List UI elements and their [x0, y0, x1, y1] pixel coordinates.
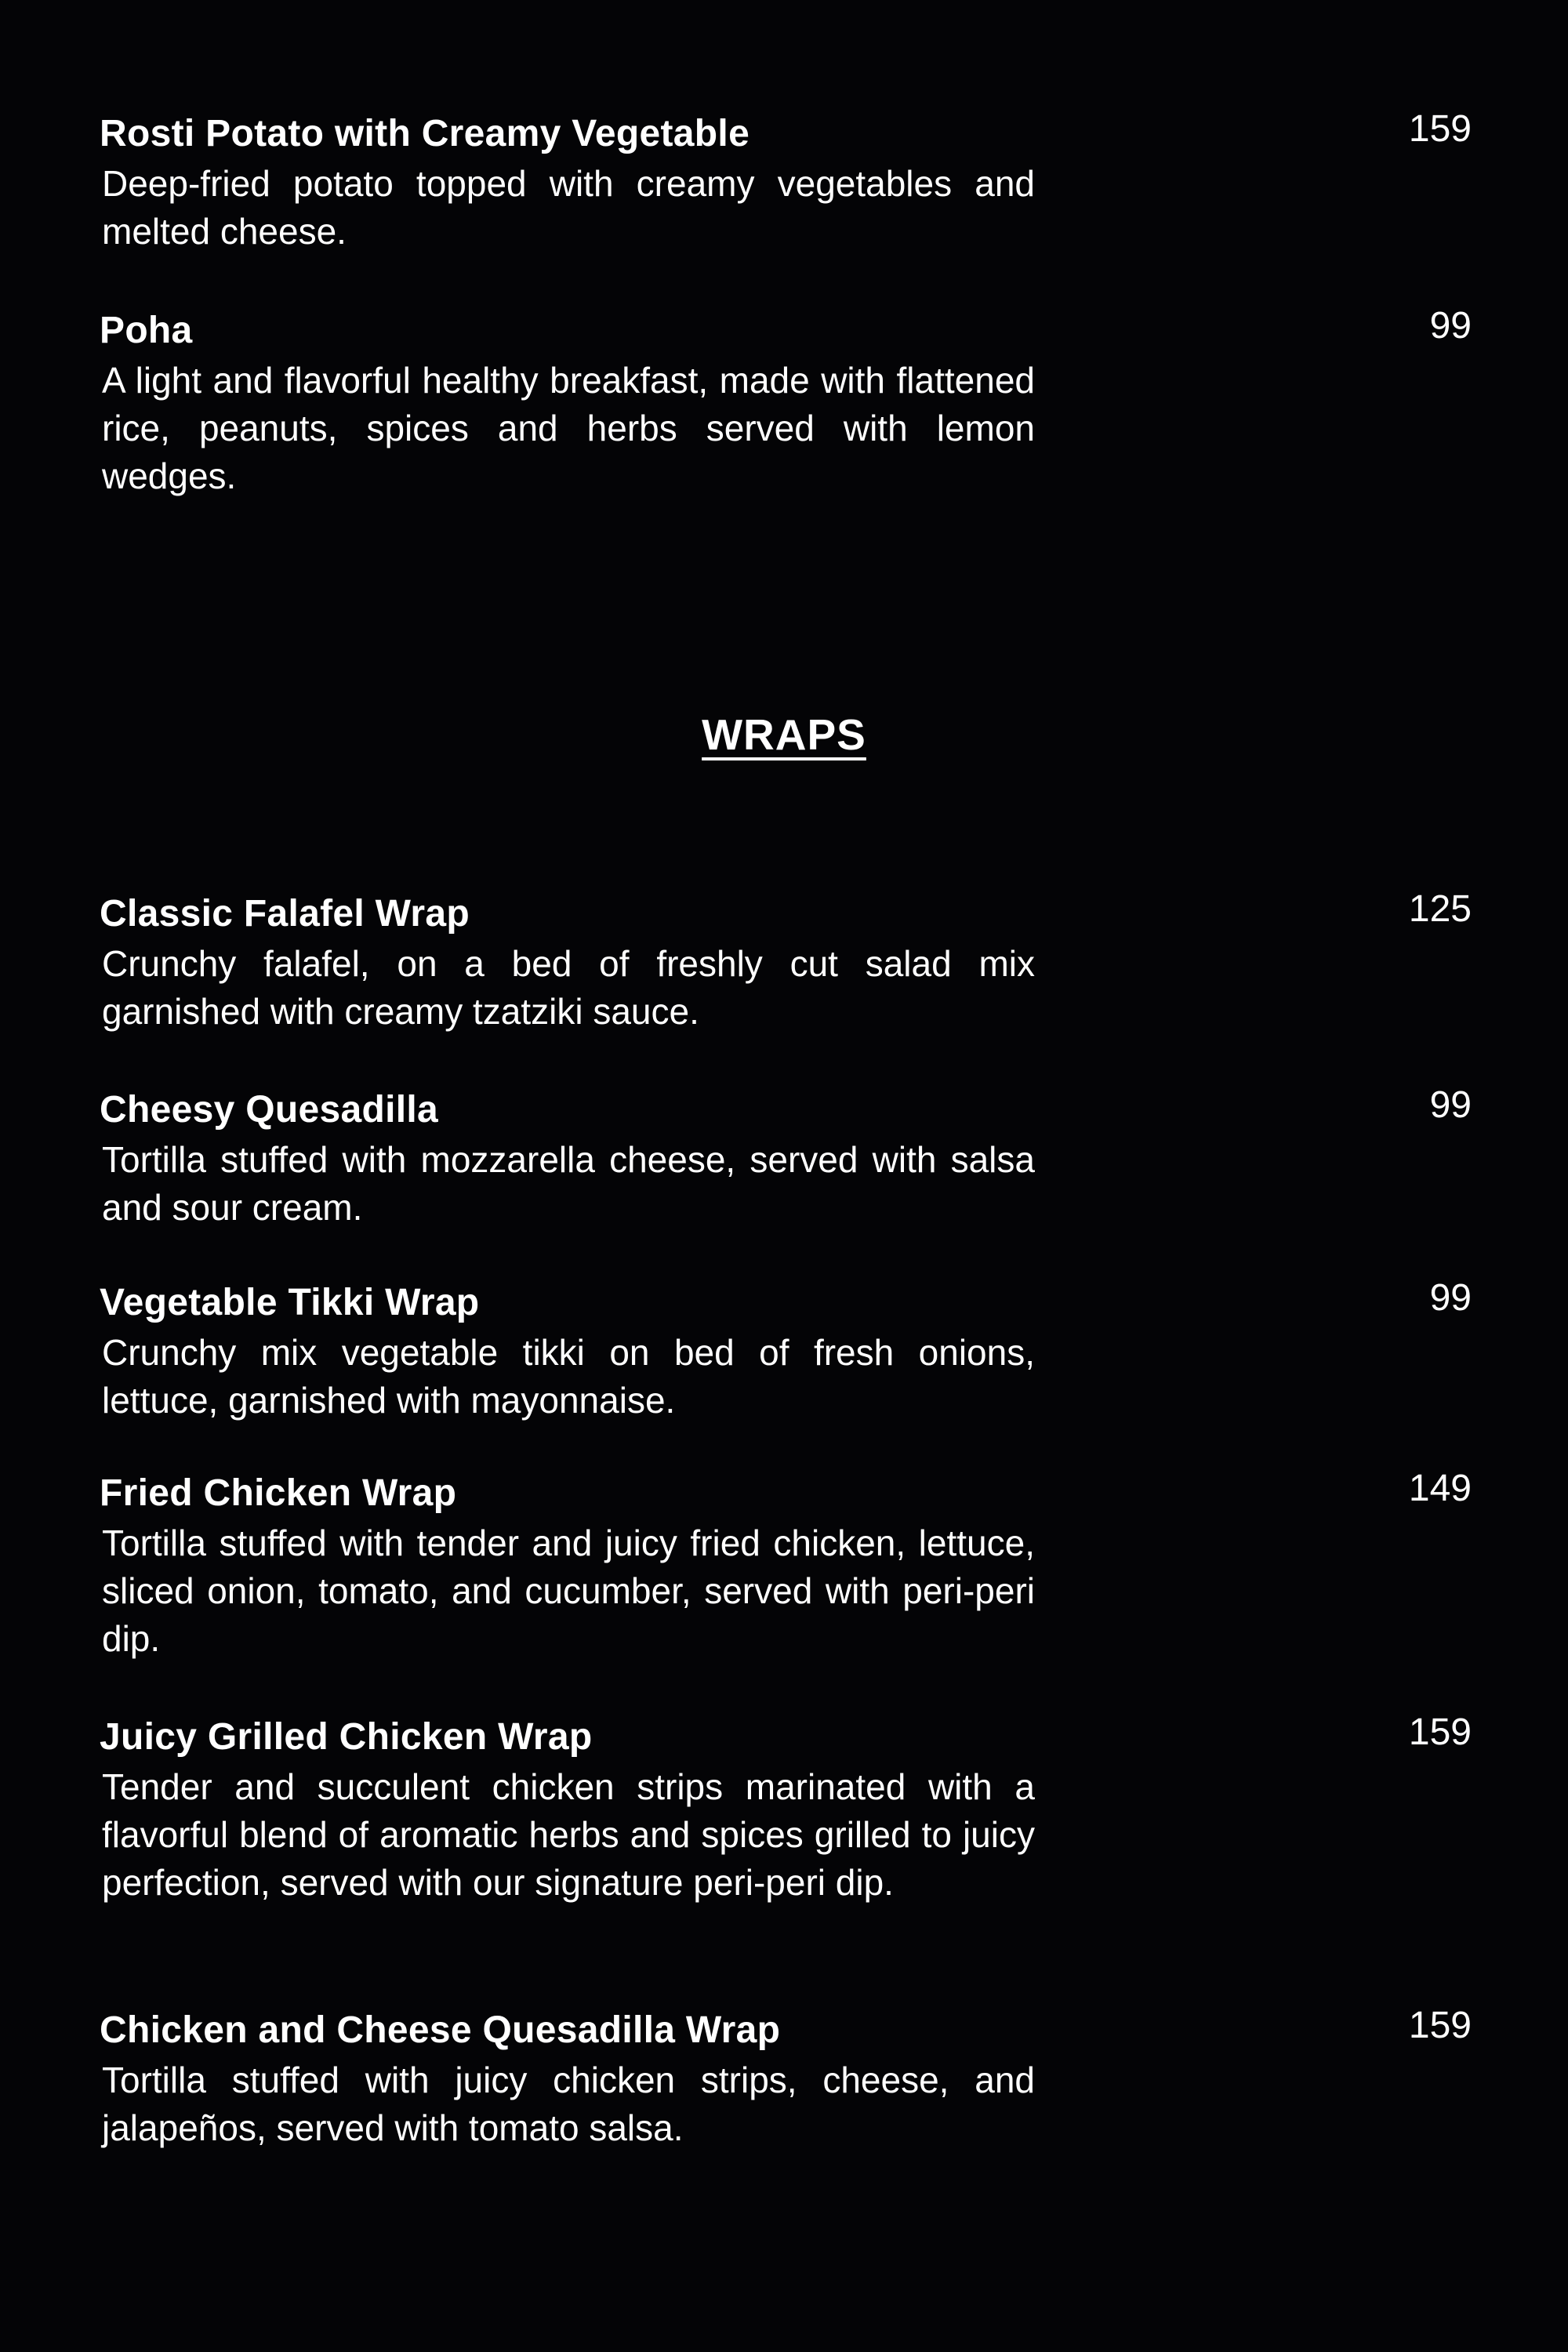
menu-item-fried-chicken-wrap	[100, 1468, 1472, 1663]
menu-item-name: Chicken and Cheese Quesadilla Wrap	[100, 2009, 781, 2051]
menu-item-name: Cheesy Quesadilla	[100, 1089, 438, 1131]
menu-item-price: 159	[1408, 2005, 1472, 2046]
menu-item-price: 99	[1429, 305, 1472, 347]
menu-item-cheesy-quesadilla	[100, 1084, 1472, 1232]
menu-item-description: Tortilla stuffed with juicy chicken strips, cheese, and jalapeños, served with tomato salsa.	[102, 2060, 1035, 2148]
menu-item-name: Vegetable Tikki Wrap	[100, 1282, 480, 1323]
menu-item-poha	[100, 305, 1472, 500]
menu-item-price: 99	[1429, 1084, 1472, 1126]
section-title-text: WRAPS	[702, 710, 866, 759]
menu-item-description: Tender and succulent chicken strips marinated with a flavorful blend of aromatic herbs and spices grilled to juicy perfection, served with our signature peri-peri dip.	[102, 1766, 1035, 1903]
menu-item-price: 99	[1429, 1277, 1472, 1319]
menu-item-description: Tortilla stuffed with tender and juicy fried chicken, lettuce, sliced onion, tomato, and cucumber, served with peri-peri dip.	[102, 1523, 1035, 1659]
menu-item-description: Deep-fried potato topped with creamy vegetables and melted cheese.	[102, 163, 1035, 252]
section-title-wraps	[0, 707, 1568, 762]
menu-item-chicken-cheese-quesadilla-wrap	[100, 2005, 1472, 2152]
menu-item-name: Poha	[100, 310, 193, 351]
menu-item-price: 125	[1408, 888, 1472, 930]
menu-item-juicy-grilled-chicken-wrap	[100, 1711, 1472, 1907]
menu-item-classic-falafel-wrap	[100, 888, 1472, 1036]
menu-item-description: Crunchy falafel, on a bed of freshly cut salad mix garnished with creamy tzatziki sauce.	[102, 943, 1035, 1032]
menu-item-description: Tortilla stuffed with mozzarella cheese, served with salsa and sour cream.	[102, 1139, 1035, 1228]
menu-item-rosti-potato	[100, 108, 1472, 256]
menu-item-name: Rosti Potato with Creamy Vegetable	[100, 113, 750, 154]
menu-item-name: Juicy Grilled Chicken Wrap	[100, 1716, 593, 1758]
menu-item-description: Crunchy mix vegetable tikki on bed of fresh onions, lettuce, garnished with mayonnaise.	[102, 1332, 1035, 1421]
menu-item-price: 159	[1408, 108, 1472, 150]
menu-item-price: 149	[1408, 1468, 1472, 1509]
menu-item-price: 159	[1408, 1711, 1472, 1753]
menu-item-name: Fried Chicken Wrap	[100, 1472, 457, 1514]
menu-item-vegetable-tikki-wrap	[100, 1277, 1472, 1425]
menu-item-description: A light and flavorful healthy breakfast, made with flattened rice, peanuts, spices and herbs served with lemon wedges.	[102, 360, 1035, 496]
menu-item-name: Classic Falafel Wrap	[100, 893, 470, 935]
